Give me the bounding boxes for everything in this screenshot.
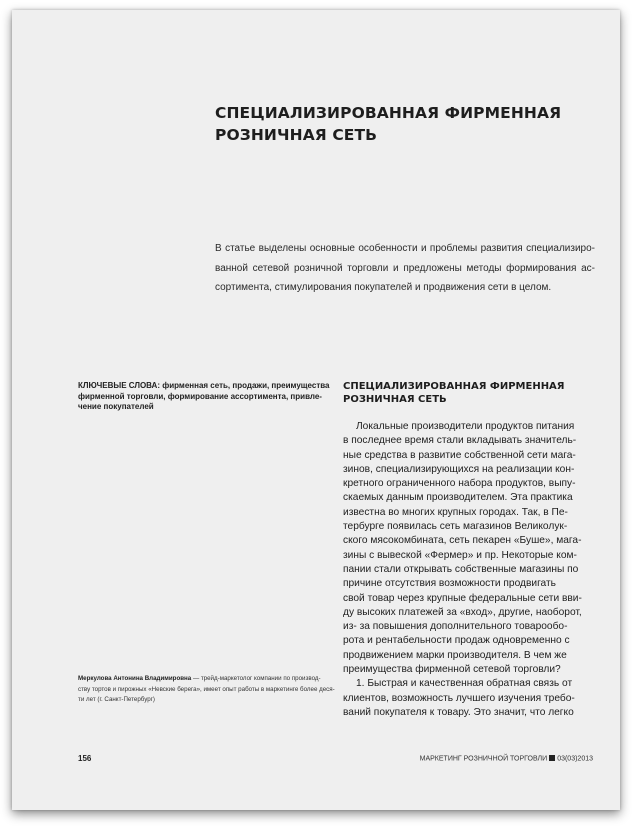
body-line: из- за повышения дополнительного товарообо- xyxy=(343,621,568,633)
abstract-line: В статье выделены основные особенности и проблемы развития специализиро- xyxy=(215,243,595,254)
body-line: клиентов, возможность лучшего изучения требо- xyxy=(343,692,575,704)
page-number: 156 xyxy=(78,754,92,763)
section-heading-line: СПЕЦИАЛИЗИРОВАННАЯ ФИРМЕННАЯ xyxy=(343,381,565,392)
author-line xyxy=(78,674,338,685)
article-title-line: СПЕЦИАЛИЗИРОВАННАЯ ФИРМЕННАЯ xyxy=(215,104,562,122)
body-line: ского мясокомбината, сеть пекарен «Буше», мага- xyxy=(343,535,582,547)
body-line: Локальные производители продуктов питания xyxy=(356,421,575,432)
body-line: кретного ограниченного набора продуктов, выпу- xyxy=(343,478,576,490)
abstract-line: ванной сетевой розничной торговли и предложены методы формирования ас- xyxy=(215,262,595,274)
journal-name: МАРКЕТИНГ РОЗНИЧНОЙ ТОРГОВЛИ xyxy=(419,755,548,763)
author-line: ти лет (г. Санкт-Петербург) xyxy=(78,696,155,703)
body-column xyxy=(343,420,593,720)
document-page xyxy=(12,10,620,810)
section-heading xyxy=(343,380,603,406)
author-note xyxy=(78,674,338,706)
abstract-line: сортимента, стимулирования покупателей и продвижения сети в целом. xyxy=(215,282,552,293)
issue-number: 03(03)2013 xyxy=(557,755,593,763)
body-line: свой товар через крупные федеральные сети вви- xyxy=(343,592,582,604)
body-line: тербурге появилась сеть магазинов Великолук- xyxy=(343,521,568,533)
article-title-line: РОЗНИЧНАЯ СЕТЬ xyxy=(215,126,378,144)
body-line: 1. Быстрая и качественная обратная связь от xyxy=(356,678,573,690)
article-abstract xyxy=(215,239,595,298)
running-footer xyxy=(420,755,593,763)
square-bullet-icon xyxy=(549,755,555,761)
body-line: ду высоких платежей за «вход», другие, наоборот, xyxy=(343,606,582,618)
body-line: ваний покупателя к товару. Это значит, что легко xyxy=(343,706,574,718)
body-line: в последнее время стали вкладывать значитель- xyxy=(343,435,577,447)
body-line: пании стали открывать собственные магазины по xyxy=(343,563,579,575)
keywords-line: КЛЮЧЕВЫЕ СЛОВА: фирменная сеть, продажи, преимущества xyxy=(78,381,330,390)
keywords-line: чение покупателей xyxy=(78,402,154,411)
body-line: известна во многих крупных городах. Так, в Пе- xyxy=(343,506,568,518)
body-line: зины с вывеской «Фермер» и пр. Некоторые ком- xyxy=(343,549,577,561)
body-line: рота и рентабельности продаж одновременно с xyxy=(343,635,570,647)
body-line: преимущества фирменной сетевой торговли? xyxy=(343,664,561,676)
body-line: причине отсутствия возможности продвигать xyxy=(343,578,556,590)
article-title xyxy=(215,102,595,146)
body-line: скаемых данным производителем. Эта практика xyxy=(343,492,573,504)
keywords-line: фирменной торговли, формирование ассортимента, привле- xyxy=(78,391,322,401)
body-line: зинов, специализирующихся на реализации кон- xyxy=(343,463,575,475)
body-line: продвижением марки производителя. В чем же xyxy=(343,649,567,661)
author-line: ству тортов и пирожных «Невские берега», имеет опыт работы в маркетинге более деся- xyxy=(78,685,335,693)
keywords-block xyxy=(78,381,338,413)
author-name: Меркулова Антонина Владимировна xyxy=(78,675,192,682)
author-role: — трейд-маркетолог компании по производ- xyxy=(191,675,321,682)
body-line: ные средства в развитие собственной сети мага- xyxy=(343,449,576,461)
section-heading-line: РОЗНИЧНАЯ СЕТЬ xyxy=(343,394,447,405)
